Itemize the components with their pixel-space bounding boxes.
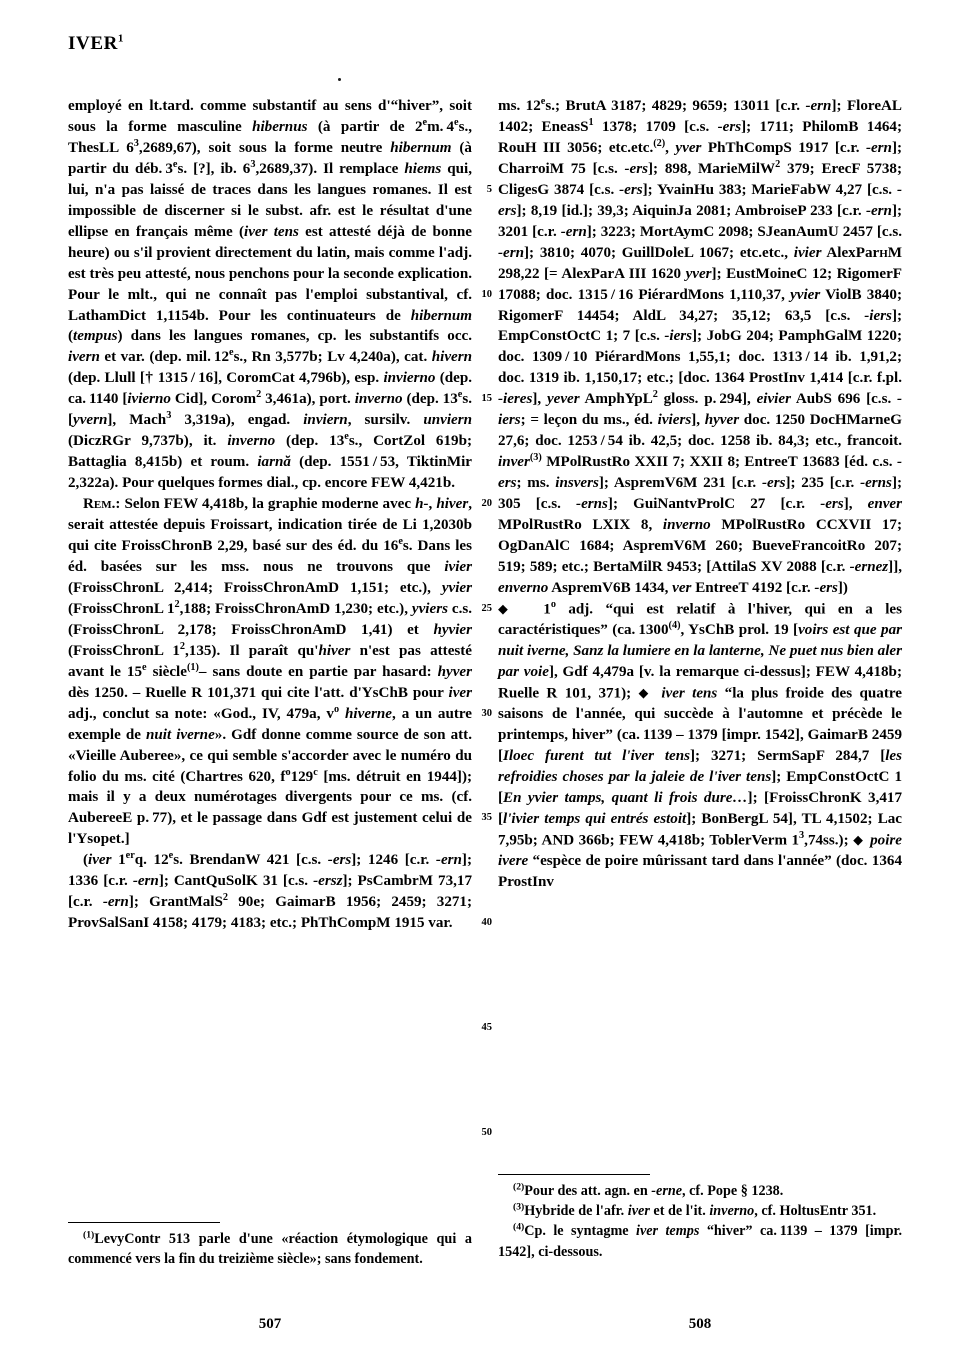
footnote-rule-right (498, 1174, 650, 1175)
right-column (498, 96, 902, 893)
headword-text: IVER (68, 33, 118, 54)
footnote-3: $^{(3)}$Hybride de l'afr. iver et de l'it. inverno, cf. HoltusEntr 351. (513, 1201, 877, 1220)
line-number: 10 (481, 288, 492, 300)
line-number: 30 (481, 707, 492, 719)
paragraph-attestations: (iver 1erq. 12es. BrendanW 421 [c.s. -ers]; 1246 [c.r. -ern]; 1336 [c.r. -ern]; CantQuSolK 31 [c.s. -ersz]; PsCambrM 73,17 [c.r. -ern]; GrantMalS$^2$ 90e; GaimarB 1956; 2459; 3271; ProvSalSanI 4158; 4179; 4183; etc.; PhThCompM 1915 var. (68, 850, 473, 932)
headword-superscript: 1 (117, 32, 124, 45)
line-number: 35 (481, 812, 492, 824)
line-number: 5 (486, 183, 492, 195)
line-number: 25 (481, 602, 492, 614)
footnote-block-left (68, 1229, 472, 1269)
paragraph-sense-definitions: ◆ 1$^o$ adj. “qui est relatif à l'hiver, qui en a les caractéristiques” (ca. 1300$^{(4)}$, YsChB prol. 19 [voirs est que par nuit iverne, Sanz la lumiere en la lanterne, Ne puet nus bien aler par voie], Gdf 4,479a [v. la remarque ci-dessus]; FEW 4,418b; Ruelle R 101, 371); ◆ iver tens “la plus froide des quatre saisons de l'année, qui succède à l'automne et précède le printemps, hiver” (ca. 1139 – 1379 [impr. 1542], GaimarB 2459 [Iloec furent tut l'iver tens]; 3271; SermSapF 284,7 [les refroidies choses par la jaleie de l'iver tens]; EmpConstOctC 1 [En yvier tamps, quant li frois dure…]; [FroissChronK 3,417 [l'ivier temps qui entrés estoit]; BonBergL 54], TL 4,1502; Lac 7,95b; AND 366b; FEW 4,418b; ToblerVerm $1^3,74ss$.); ◆ poire ivere “espèce de poire mûrissant tard dans l'année” (doc. 1364 ProstInv (498, 599, 903, 891)
line-number: 40 (481, 917, 492, 929)
footnote-2: $^{(2)}$Pour des att. agn. en -erne, cf. Pope § 1238. (513, 1181, 784, 1199)
footnote-4: $^{(4)}$Cp. le syntagme iver temps “hiver” ca. 1139 – 1379 [impr. 1542], ci-dessous. (498, 1221, 902, 1260)
footnote-1: $^{(1)}$LevyContr 513 parle d'une «réaction étymologique qui a commencé vers la fin du treizième siècle»; sans fondement. (68, 1229, 472, 1268)
page-title (68, 33, 123, 55)
left-column (68, 96, 472, 934)
line-number: 15 (481, 393, 492, 405)
footnote-block-right (498, 1181, 902, 1262)
folio-number-left: 507 (258, 1316, 282, 1332)
scan-speck-artifact (338, 78, 341, 81)
line-number: 20 (481, 498, 492, 510)
paragraph-etymology: employé en lt.tard. comme substantif au sens d'“hiver”, soit sous la forme masculine hibernus (à partir de 2em. 4es., ThesLL $6^3,2689,67$), soit sous la forme neutre hibernum (à partir du déb. 3es. [?], ib. $6^3,2689,37$). Il remplace hiems qui, lui, n'a pas laissé de traces dans les langues romanes. Il est impossible de discerner si le subst. afr. est le résultat d'une ellipse en français même (iver tens est attesté déjà de bonne heure) ou s'il provient directement du latin, mais comme l'adj. est très peu attesté, nous penchons pour la seconde explication. Pour le mlt., qui ne connaît pas l'emploi substantival, cf. LathamDict 1,1154b. Pour les continuateurs de hibernum (tempus) dans les langues romanes, cp. les substantifs occ. ivern et var. (dep. mil. 12es., Rn 3,577b; Lv 4,240a), cat. hivern (dep. Llull [† 1315 / 16], CoromCat 4,796b), esp. invierno (dep. ca. 1140 [ivierno Cid], Corom$^2$ 3,461a), port. inverno (dep. 13es. [yvern], Mach$^3$ 3,319a), engad. inviern, sursilv. unviern (DiczRGr 9,737b), it. inverno (dep. 13es., CortZol 619b; Battaglia 8,415b) et roum. iarnă (dep. 1551 / 53, TiktinMir 2,322a). Pour quelques formes dial., cp. encore FEW 4,421b. (68, 98, 473, 492)
line-number: 45 (481, 1021, 492, 1033)
footnote-rule-left (68, 1222, 220, 1223)
paragraph-attestations-continued: ms. 12es.; BrutA 3187; 4829; 9659; 13011 [c.r. -ern]; FloreAL 1402; EneasS$^1$ 1378; 1709 [c.s. -ers]; 1711; PhilomB 1464; RouH III 3056; etc.etc.$^{(2)}$, yver PhThCompS 1917 [c.r. -ern]; CharroiM 75 [c.s. -ers]; 898, MarieMilW$^2$ 379; ErecF 5738; CligesG 3874 [c.s. -ers]; YvainHu 383; MarieFabW 4,27 [c.s. -ers]; 8,19 [id.]; 39,3; AiquinJa 2081; AmbroiseP 233 [c.r. -ern]; 3201 [c.r. -ern]; 3223; MortAymC 2098; SJeanAumU 2457 [c.s. -ern]; 3810; 4070; GuillDoleL 1067; etc.etc., ivier AlexParhM 298,22 [= AlexParA III 1620 yver]; EustMoineC 12; RigomerF 17088; doc. 1315 / 16 PiérardMons 1,110,37, yvier ViolB 3840; RigomerF 14454; AldL 34,27; 35,12; 63,5 [c.s. -iers]; EmpConstOctC 1; 7 [c.s. -iers]; JobG 204; PamphGalM 1220; doc. 1309 / 10 PiérardMons 1,55,1; doc. 1313 / 14 ib. 1,91,2; doc. 1319 ib. 1,150,17; etc.; [doc. 1364 ProstInv 1,414 [c.r. f.pl. -ieres], yever AmphYpL$^2$ gloss. p. 294], eivier AubS 696 [c.s. -iers; = leçon du ms., éd. iviers], hyver doc. 1250 DocHMarneG 27,6; doc. 1253 / 54 ib. 42,5; doc. 1258 ib. 84,3; etc., francoit. inver$^{(3)}$ MPolRustRo XXII 7; XXII 8; EntreeT 13683 [éd. c.s. -ers; ms. insvers]; AspremV6M 231 [c.r. -ers]; 235 [c.r. -erns]; 305 [c.s. -erns]; GuiNantvProlC 27 [c.r. -ers], enver MPolRustRo LXIX 8, inverno MPolRustRo CCXVII 17; OgDanAlC 1684; AspremV6M 260; BueveFrancoitRo 207; 519; 589; etc.; BertaMilR 9453; [AttilaS XV 2088 [c.r. -ernez]], enverno AspremV6B 1434, ver EntreeT 4192 [c.r. -ers]) (498, 95, 903, 596)
folio-number-right: 508 (688, 1316, 712, 1332)
line-number: 50 (481, 1126, 492, 1138)
paragraph-remarque: Rem.: Selon FEW 4,418b, la graphie moderne avec h-, hiver, serait attestée depuis Froissart, indication tirée de Li 1,2030b qui cite FroissChronB 2,29, basé sur des éd. du 16es. Dans les éd. basées sur les mss. nous ne trouvons que ivier (FroissChronL 2,414; FroissChronAmD 1,151; etc.), yvier (FroissChronL $1^2,188$; FroissChronAmD 1,230; etc.), yviers c.s. (FroissChronL 2,178; FroissChronAmD 1,41) et hyvier (FroissChronL $1^2,135$). Il paraît qu'hiver n'est pas attesté avant le 15e siècle$^{(1)}$– sans doute en partie par hasard: hyver dès 1250. – Ruelle R 101,371 qui cite l'att. d'YsChB pour iver adj., conclut sa note: «God., IV, 479a, $v^o$ hiverne, a un autre exemple de nuit iverne». Gdf donne comme source de son att. «Vieille Auberee», ce qui semble s'accorder avec le numéro du folio du ms. cité (Chartres 620, $f^o129^c$ [ms. détruit en 1944]); mais il y a deux numérotages divergents pour ce ms. (cf. AubereeE p. 77), et le passage dans Gdf est justement celui de l'Ysopet.] (68, 496, 473, 848)
